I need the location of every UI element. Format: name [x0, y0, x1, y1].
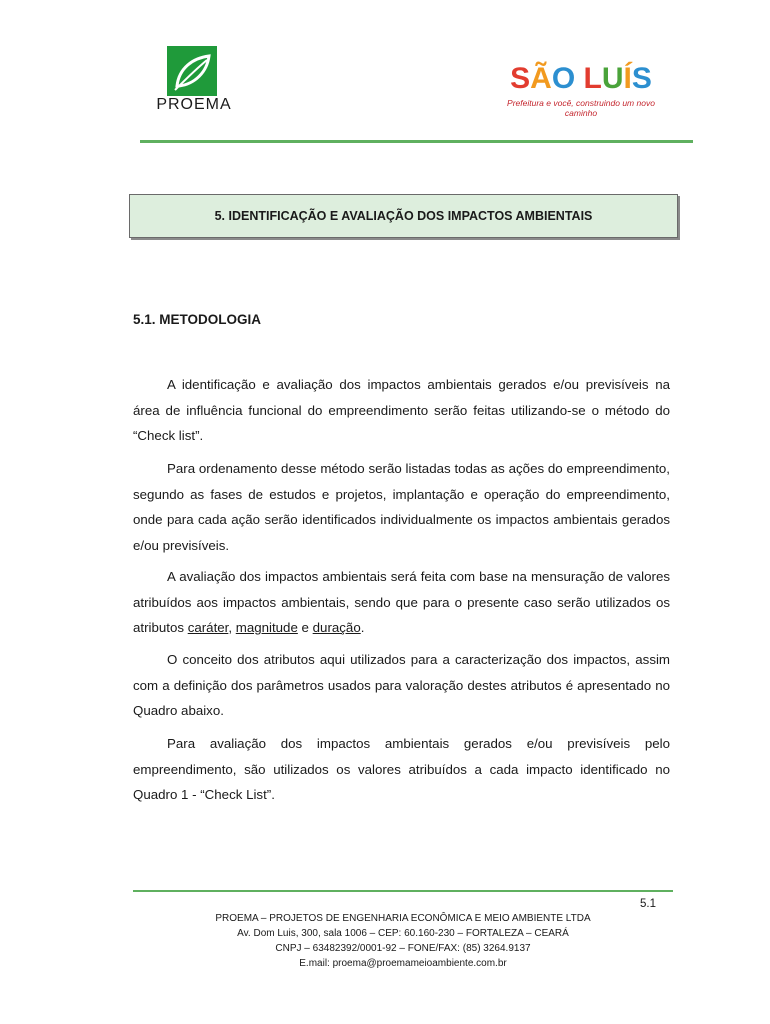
- footer: [133, 911, 673, 971]
- sao-luis-letter: U: [601, 62, 624, 95]
- separator: ,: [228, 620, 236, 635]
- footer-cnpj-phone: CNPJ – 63482392/0001-92 – FONE/FAX: (85) 3264.9137: [275, 943, 531, 954]
- footer-email: E.mail: proema@proemameioambiente.com.br: [299, 958, 507, 969]
- subsection-title: 5.1. METODOLOGIA: [133, 312, 262, 327]
- proema-logo: [148, 46, 240, 118]
- paragraph-5: [133, 731, 670, 808]
- separator: e: [297, 620, 313, 635]
- term-magnitude: magnitude: [235, 620, 298, 635]
- sao-luis-tagline: Prefeitura e você, construindo um novo caminho: [507, 98, 655, 118]
- sao-luis-letter: L: [583, 62, 602, 95]
- sao-luis-letter: Í: [623, 62, 632, 95]
- section-title-box: [129, 194, 678, 238]
- sao-luis-letter: O: [551, 62, 576, 95]
- page-number: 5.1: [640, 898, 656, 910]
- footer-company: PROEMA – PROJETOS DE ENGENHARIA ECONÔMICA E MEIO AMBIENTE LTDA: [215, 913, 591, 924]
- paragraph-5-text: Para avaliação dos impactos ambientais gerados e/ou previsíveis pelo empreendimento, são utilizados os valores atribuídos a cada impacto identificado no Quadro 1 - “Check List”.: [133, 736, 670, 802]
- sao-luis-letter: Ã: [530, 62, 552, 95]
- term-carater: caráter: [187, 620, 229, 635]
- footer-divider: [133, 890, 673, 892]
- proema-wordmark: PROEMA: [156, 96, 232, 113]
- footer-address: Av. Dom Luis, 300, sala 1006 – CEP: 60.160-230 – FORTALEZA – CEARÁ: [237, 928, 569, 939]
- sao-luis-wordmark: [496, 62, 666, 96]
- sao-luis-logo: [496, 62, 666, 118]
- sao-luis-letter: S: [510, 62, 531, 95]
- term-duracao: duração: [312, 620, 361, 635]
- section-title: 5. IDENTIFICAÇÃO E AVALIAÇÃO DOS IMPACTOS AMBIENTAIS: [214, 209, 593, 223]
- paragraph-3: [133, 564, 670, 641]
- paragraph-4: [133, 647, 670, 724]
- paragraph-2-text: Para ordenamento desse método serão listadas todas as ações do empreendimento, segundo as fases de estudos e projetos, implantação e operação do empreendimento, onde para cada ação serão identificados individualmente os impactos ambientais gerados e/ou previsíveis.: [133, 461, 670, 553]
- paragraph-3-text: A avaliação dos impactos ambientais será feita com base na mensuração de valores atribuídos aos impactos ambientais, sendo que para o presente caso serão utilizados os atributos: [133, 569, 670, 635]
- paragraph-2: [133, 456, 670, 558]
- sao-luis-letter: S: [631, 62, 652, 95]
- proema-leaf-icon: [167, 46, 217, 96]
- header-divider: [140, 140, 693, 143]
- paragraph-1: [133, 372, 670, 449]
- period: .: [360, 620, 365, 635]
- paragraph-4-text: O conceito dos atributos aqui utilizados para a caracterização dos impactos, assim com a definição dos parâmetros usados para valoração destes atributos é apresentado no Quadro abaixo.: [133, 652, 670, 718]
- paragraph-1-text: A identificação e avaliação dos impactos ambientais gerados e/ou previsíveis na área de influência funcional do empreendimento serão feitas utilizando-se o método do “Check list”.: [133, 377, 670, 443]
- sao-luis-letter: [575, 62, 583, 96]
